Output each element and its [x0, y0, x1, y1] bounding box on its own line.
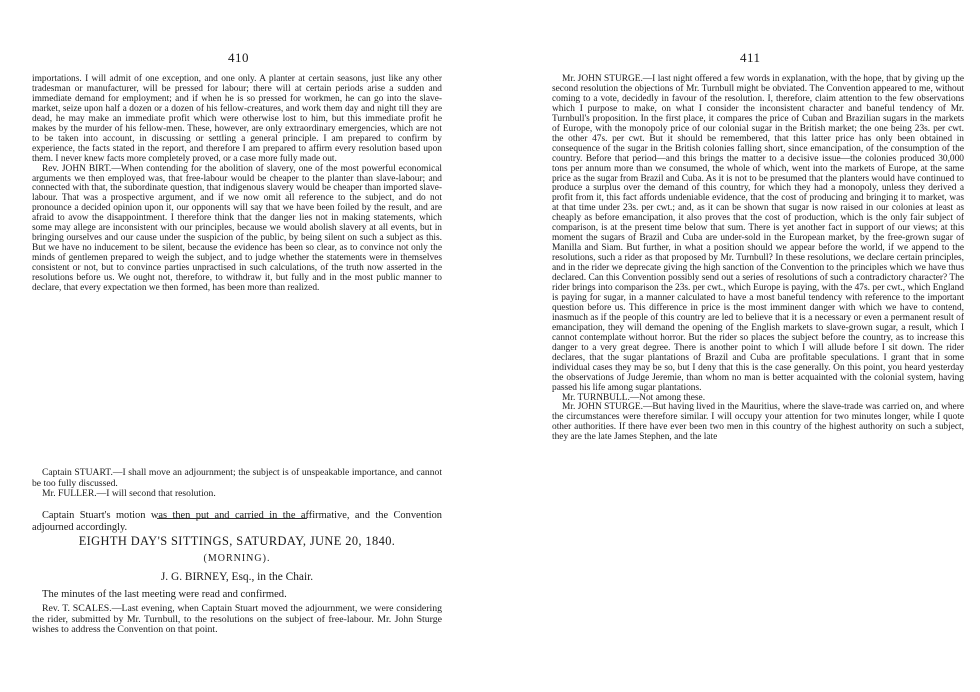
- left-closing-text: [32, 590, 442, 636]
- paragraph-motion: Captain Stuart's motion was then put and carried in the affirmative, and the Convention adjourned accordingly.: [32, 509, 442, 533]
- section-divider: [157, 518, 307, 519]
- right-page: [552, 0, 964, 692]
- left-page: [32, 0, 442, 692]
- right-body-text: [552, 75, 964, 443]
- paragraph-birt: Rev. JOHN BIRT.—When contending for the abolition of slavery, one of the most powerful economical arguments we then employed was, that free-labour would be cheaper to the planter than slave-labour; and connected with that, the subordinate question, that indigenous slavery would be cheaper than imported slave-labour. That was a prospective argument, and if we now omit all reference to the subject, and do not pronounce a decided opinion upon it, our opponents will say that we have been foiled by the result, and are afraid to avow the disappointment. I therefore think that the danger lies not in making statements, which some may allege are inconsistent with our principles, because we would abolish slavery at all events, but in bringing ourselves and our cause under the suspicion of the public, by being silent on such a subject as this. But we have no inducement to be silent, because the evidence has been so clear, as to convince not only the minds of gentlemen prepared to weigh the subject, and to judge whether the statements were in themselves consistent or not, but to convince parties unpractised in such calculations, of the truth now asserted in the resolutions before us. We ought not, therefore, to withdraw it, but fully and in the most public manner to declare, that every expectation we then formed, has been more than realized.: [32, 163, 442, 294]
- session-label: (MORNING).: [203, 553, 271, 564]
- left-lower-text: [32, 468, 442, 534]
- paragraph-importations: importations. I will admit of one exception, and one only. A planter at certain seasons, just like any other tradesman or manufacturer, will be pressed for labour; there will at certain periods arise a sudden and immediate demand for employment; and if when he is so pressed for workmen, he can go into the slave-market, seize upon half a dozen or a dozen of his fellow-creatures, and work them day and night till they are dead, he may make an immediate profit which were otherwise lost to him, but this immediate profit he makes by the murder of his fellow-men. These, however, are only extraordinary emergencies, which are not to be taken into account, in discussing or settling a general principle. I am prepared to confirm by experience, the facts stated in the report, and therefore I am prepared to affirm every resolution based upon them. I never knew facts more completely proved, or a case more fully made out.: [32, 74, 442, 164]
- paragraph-fuller: Mr. FULLER.—I will second that resolution.: [42, 488, 216, 500]
- paragraph-minutes: The minutes of the last meeting were read and confirmed.: [42, 589, 287, 600]
- paragraph-scales: Rev. T. SCALES.—Last evening, when Captain Stuart moved the adjournment, we were considering the rider, submitted by Mr. Turnbull, to the resolutions on the subject of free-labour. Mr. John Sturge wishes to address the Convention on that point.: [32, 603, 442, 636]
- chair-line: J. G. BIRNEY, Esq., in the Chair.: [160, 571, 314, 583]
- page-number-right: 411: [740, 50, 761, 65]
- paragraph-stuart: Captain STUART.—I shall move an adjournment; the subject is of unspeakable importance, and cannot be too fully discussed.: [32, 467, 442, 489]
- paragraph-sturge: Mr. JOHN STURGE.—I last night offered a few words in explanation, with the hope, that by giving up the second resolution the objections of Mr. Turnbull might be obviated. The Convention appeared to me, without coming to a vote, decidedly in favour of the resolution. I, therefore, claim attention to the few observations which I purpose to make, on what I consider the inconsistent character and baneful tendency of Mr. Turnbull's proposition. In the first place, it compares the price of Cuban and Brazilian sugars in the markets of Europe, with the monopoly price of our colonial sugar in the British market; the one being 23s. per cwt. the other 47s. per cwt. But it should be remembered, that this latter price has only been obtained in consequence of the sugar in the British colonies falling short, since emancipation, of the consumption of the country. Before that period—and this brings the matter to a decisive issue—the colonies produced 30,000 tons per annum more than we consumed, the whole of which, went into the markets of Europe, at the same price as the sugar from Brazil and Cuba. As it is not to be presumed that the planters would have continued to produce a surplus over the demand of this country, for which they had a monopoly, unless they derived a profit from it, this fact affords undeniable evidence, that the cost of producing and bringing it to market, was at that time under 23s. per cwt.; and, as it can be shown that sugar is now raised in our colonies at least as cheaply as before emancipation, it also proves that the cost of production, which is the only fair subject of comparison, is at the present time below that sum. There is yet another fact in support of our views; at this moment the sugars of Brazil and Cuba are under-sold in the European market, by the free-grown sugar of Manilla and Siam. But further, in what a position should we appear before the world, if we append to the resolutions, such a rider as that proposed by Mr. Turnbull? In these resolutions, we declare certain principles, and in the rider we deprecate giving the high sanction of the Convention to the principles which we have thus declared. Can this Convention possibly send out a series of resolutions of such a contradictory character? The rider brings into comparison the 23s. per cwt., which Europe is paying, with the 47s. per cwt., which England is paying for sugar, in a manner calculated to have a most baneful tendency with reference to the important question before us. This difference in price is the most imminent danger with which we have to contend, inasmuch as if the people of this country are led to believe that it is a necessary or even a permanent result of emancipation, they will demand the opening of the English markets to slave-grown sugar, a result, which I cannot contemplate without horror. But the rider so places the subject before the country, as to increase this danger to a very great degree. There is another point to which I will allude before I sit down. The rider declares, that the sugar plantations of Brazil and Cuba are profitable speculations. I grant that in some individual cases they may be so, but I deny that this is the case generally. On this point, you heard yesterday the observations of Judge Jeremie, than whom no man is better acquainted with the colonial system, having passed his life among sugar plantations.: [552, 74, 964, 393]
- paragraph-sturge-continued: Mr. JOHN STURGE.—But having lived in the Mauritius, where the slave-trade was carried on, and where the circumstances were therefore similar. I will occupy your attention for two minutes longer, while I quote other authorities. If there have ever been two men in this country of the highest authority on such a subject, they are the late James Stephen, and the late: [552, 402, 964, 443]
- left-body-text: [32, 75, 442, 294]
- paragraph-turnbull: Mr. TURNBULL.—Not among these.: [562, 392, 706, 403]
- page-number-left: 410: [228, 50, 249, 65]
- section-heading: EIGHTH DAY'S SITTINGS, SATURDAY, JUNE 20, 1840.: [78, 534, 396, 548]
